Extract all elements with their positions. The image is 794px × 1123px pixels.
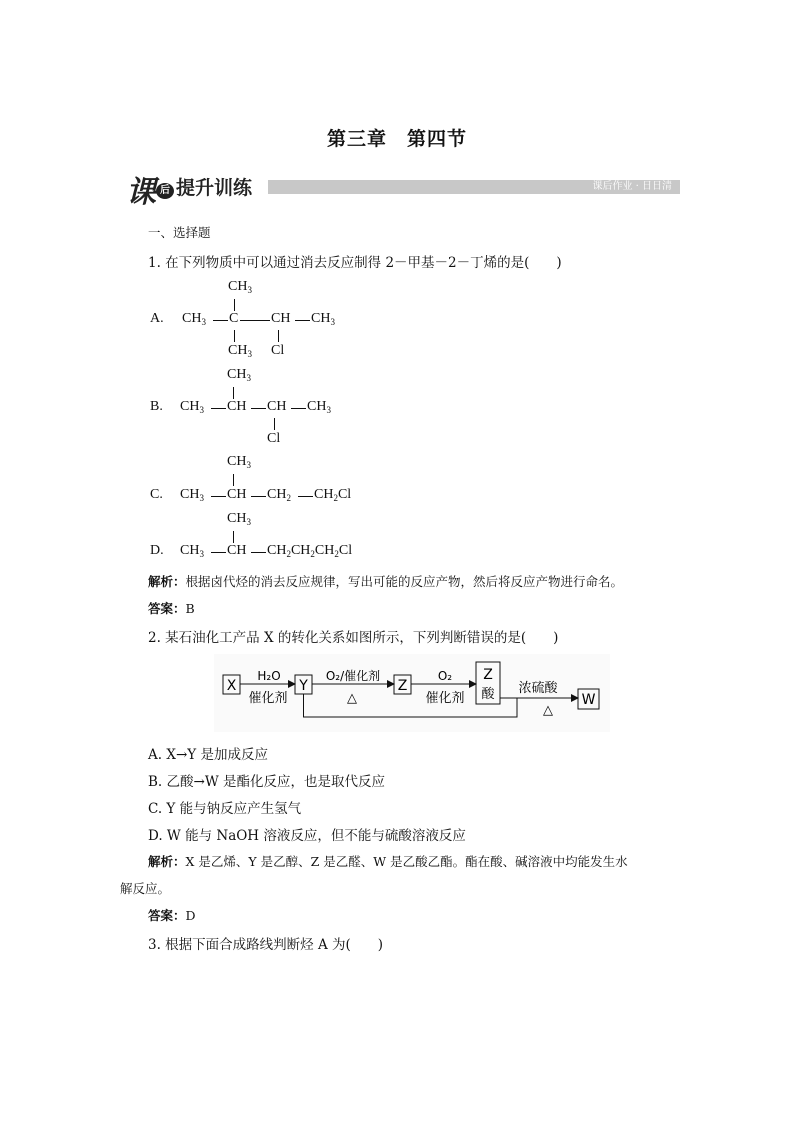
bond	[211, 552, 226, 553]
option-label: A.	[150, 311, 164, 326]
banner-logo-badge: 后	[156, 183, 174, 199]
r2-bottom: △	[347, 691, 357, 706]
page-title: 第三章 第四节	[326, 128, 467, 150]
bond	[274, 418, 275, 430]
q1-analysis: 解析：根据卤代烃的消去反应规律，写出可能的反应产物，然后将反应产物进行命名。	[148, 574, 624, 589]
q2-analysis-cont: 解反应。	[120, 881, 171, 896]
option-label: C.	[150, 487, 163, 502]
formula-c: C	[229, 311, 239, 326]
r1-bottom: 催化剂	[248, 691, 288, 706]
formula-left: $CH_3$	[180, 487, 204, 503]
node-x: X	[226, 678, 237, 694]
formula-right: $CH_3$	[311, 311, 335, 327]
reaction-diagram	[214, 654, 610, 732]
option-label: D.	[150, 543, 164, 558]
node-z: Z	[397, 678, 408, 694]
bond	[251, 408, 266, 409]
q2-answer: 答案：D	[148, 908, 196, 923]
q1-answer: 答案：B	[148, 601, 195, 616]
bond	[251, 552, 266, 553]
bond	[233, 474, 234, 486]
formula-ch: CH	[227, 487, 247, 502]
bond	[211, 408, 226, 409]
banner-label: 提升训练	[176, 177, 253, 199]
formula-cl: Cl	[267, 431, 281, 446]
q2-option-c: C. Y 能与钠反应产生氢气	[148, 801, 302, 817]
formula-top: $CH_3$	[227, 367, 251, 383]
bond	[211, 496, 226, 497]
bond	[251, 496, 266, 497]
node-acid-bottom: 酸	[481, 687, 495, 702]
bond	[234, 330, 235, 342]
formula-chain: $CH_2CH_2CH_2Cl$	[267, 543, 353, 559]
bond	[233, 531, 234, 543]
r3-bottom: 催化剂	[425, 691, 465, 706]
formula-ch2cl: $CH_2Cl$	[314, 487, 352, 503]
r3-top: O₂	[437, 669, 453, 683]
section-banner	[118, 163, 680, 209]
bond	[295, 320, 310, 321]
formula-right: $CH_3$	[307, 399, 331, 415]
node-y: Y	[299, 678, 308, 694]
q2-stem: 2. 某石油化工产品 X 的转化关系如图所示，下列判断错误的是( )	[148, 630, 559, 646]
formula-cl: Cl	[271, 343, 285, 358]
formula-left: $CH_3$	[180, 399, 204, 415]
r2-top: O₂/催化剂	[325, 669, 381, 683]
formula-ch: CH	[267, 399, 287, 414]
banner-tag: 课后作业 · 日日清	[592, 181, 672, 192]
r4-top: 浓硫酸	[518, 681, 558, 696]
formula-bottom: $CH_3$	[228, 343, 252, 359]
q2-option-b: B. 乙酸→W 是酯化反应，也是取代反应	[148, 774, 385, 790]
bond	[240, 320, 270, 321]
r1-top: H₂O	[257, 669, 281, 683]
option-label: B.	[150, 399, 163, 414]
formula-top: $CH_3$	[227, 454, 251, 470]
bond	[291, 408, 306, 409]
q1-stem: 1. 在下列物质中可以通过消去反应制得 2－甲基－2－丁烯的是( )	[148, 255, 562, 271]
formula-ch: CH	[227, 543, 247, 558]
q2-option-d: D. W 能与 NaOH 溶液反应，但不能与硫酸溶液反应	[148, 828, 466, 844]
bond	[213, 320, 228, 321]
banner-logo: 课	[126, 175, 156, 210]
q2-option-a: A. X→Y 是加成反应	[148, 747, 268, 763]
q3-stem: 3. 根据下面合成路线判断烃 A 为( )	[148, 937, 384, 953]
formula-top: $CH_3$	[227, 511, 251, 527]
section-heading: 一、选择题	[148, 225, 211, 240]
bond	[234, 299, 235, 311]
node-w: W	[581, 692, 596, 708]
formula-ch: CH	[271, 311, 291, 326]
formula-top: $CH_3$	[228, 279, 252, 295]
formula-left: $CH_3$	[182, 311, 206, 327]
bond	[278, 330, 279, 342]
node-acid-top: Z	[483, 667, 493, 683]
formula-left: $CH_3$	[180, 543, 204, 559]
q2-analysis: 解析：X 是乙烯、Y 是乙醇、Z 是乙醛、W 是乙酸乙酯。酯在酸、碱溶液中均能发生水	[148, 854, 628, 869]
bond	[233, 387, 234, 399]
bond	[298, 496, 313, 497]
formula-ch2: $CH_2$	[267, 487, 291, 503]
r4-bottom: △	[543, 703, 553, 718]
formula-ch: CH	[227, 399, 247, 414]
